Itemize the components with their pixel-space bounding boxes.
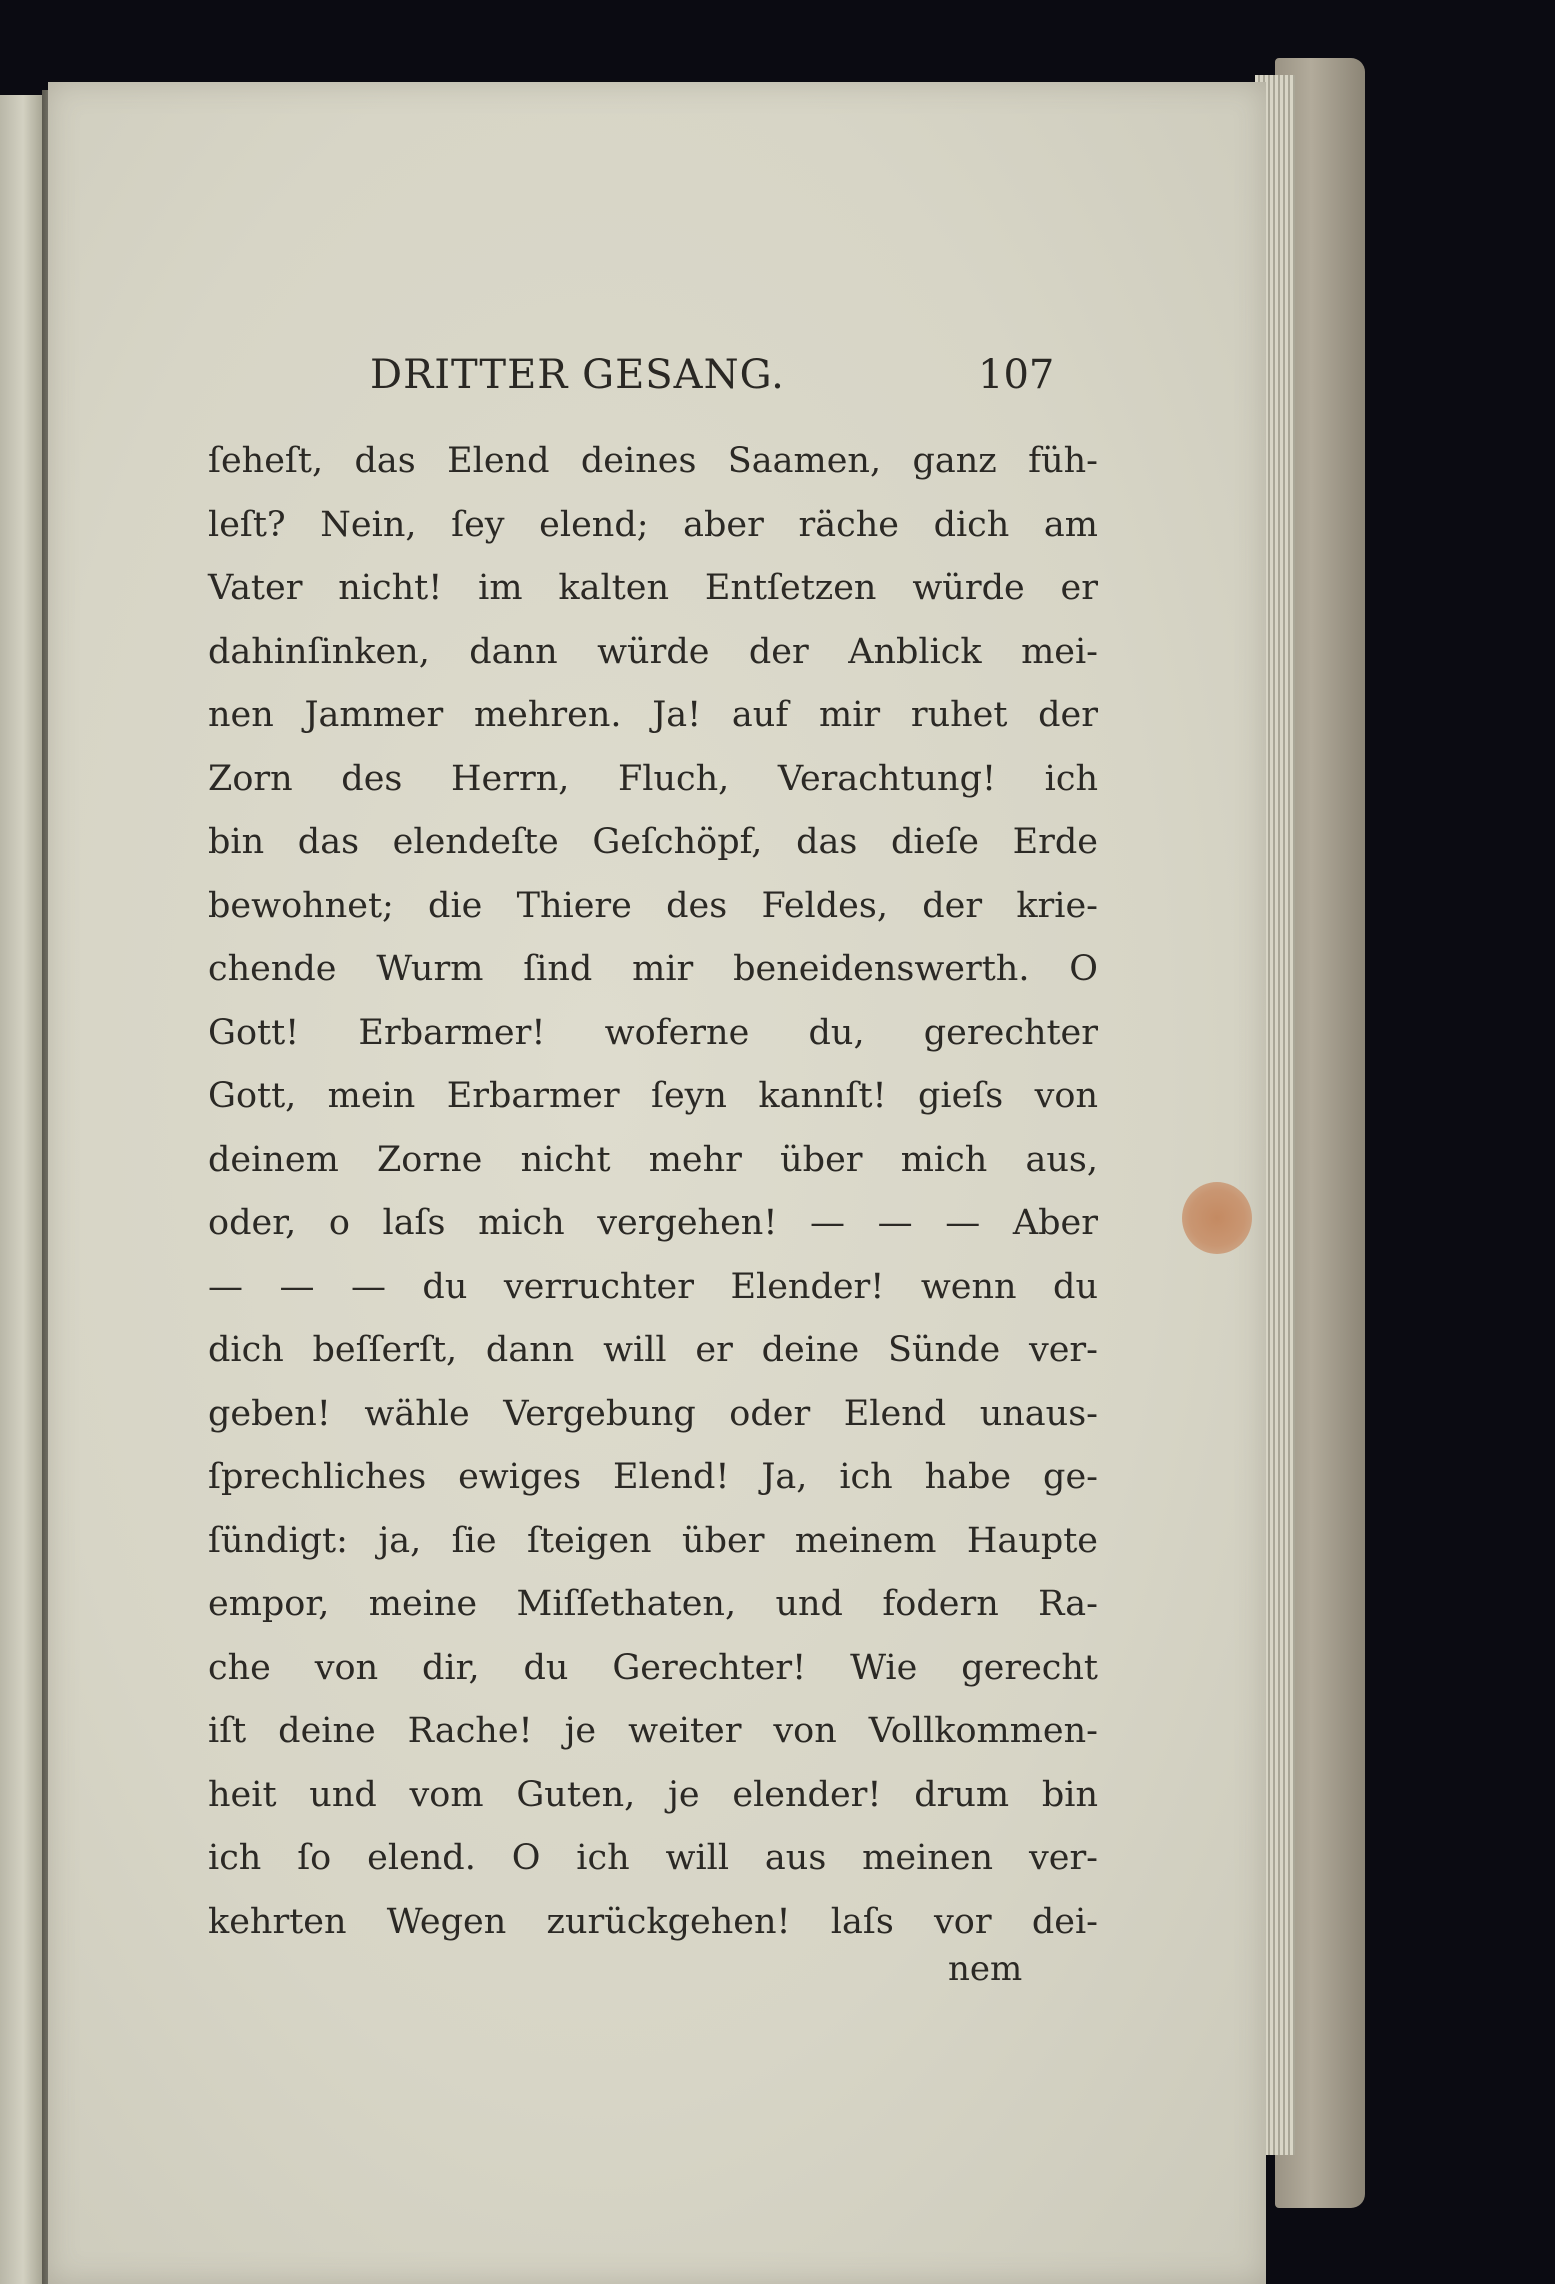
text-line: kehrten Wegen zurückgehen! laſs vor dei- xyxy=(208,1901,1098,1942)
text-line: ich ſo elend. O ich will aus meinen ver- xyxy=(208,1838,1098,1878)
text-line: deinem Zorne nicht mehr über mich aus, xyxy=(208,1139,1098,1180)
text-line: oder, o laſs mich vergehen! — — — Aber xyxy=(208,1203,1098,1243)
text-line: iſt deine Rache! je weiter von Vollkommen- xyxy=(208,1711,1098,1751)
page-number: 107 xyxy=(978,352,1055,398)
facing-page-edge xyxy=(0,95,44,2284)
text-line: ſeheſt, das Elend deines Saamen, ganz füh- xyxy=(208,441,1098,481)
page-header xyxy=(48,352,1266,412)
text-line: — — — du verruchter Elender! wenn du xyxy=(208,1266,1098,1307)
text-line: dahinſinken, dann würde der Anblick mei- xyxy=(208,631,1098,672)
book-page xyxy=(48,82,1266,2284)
running-head: DRITTER GESANG. xyxy=(370,352,785,398)
body-text xyxy=(208,430,1098,1954)
text-line: geben! wähle Vergebung oder Elend unaus- xyxy=(208,1393,1098,1434)
text-line: chende Wurm ſind mir beneidenswerth. O xyxy=(208,949,1098,989)
text-line: nen Jammer mehren. Ja! auf mir ruhet der xyxy=(208,695,1098,735)
text-line: empor, meine Miſſethaten, und fodern Ra- xyxy=(208,1584,1098,1624)
text-line: Gott! Erbarmer! woferne du, gerechter xyxy=(208,1012,1098,1053)
text-line: leſt? Nein, ſey elend; aber räche dich am xyxy=(208,504,1098,545)
text-line: Gott, mein Erbarmer ſeyn kannſt! gieſs von xyxy=(208,1076,1098,1116)
foxing-stain xyxy=(1182,1182,1252,1254)
text-line: bewohnet; die Thiere des Feldes, der krie- xyxy=(208,885,1098,926)
text-line: Zorn des Herrn, Fluch, Verachtung! ich xyxy=(208,758,1098,799)
text-line: heit und vom Guten, je elender! drum bin xyxy=(208,1774,1098,1815)
catchword: nem xyxy=(948,1949,1023,1989)
text-line: Vater nicht! im kalten Entſetzen würde er xyxy=(208,568,1098,608)
text-line: dich beſſerſt, dann will er deine Sünde ver- xyxy=(208,1330,1098,1370)
text-line: bin das elendeſte Geſchöpf, das dieſe Erde xyxy=(208,822,1098,862)
text-line: che von dir, du Gerechter! Wie gerecht xyxy=(208,1647,1098,1688)
text-line: ſündigt: ja, ſie ſteigen über meinem Haupte xyxy=(208,1520,1098,1561)
text-line: ſprechliches ewiges Elend! Ja, ich habe ge- xyxy=(208,1457,1098,1497)
